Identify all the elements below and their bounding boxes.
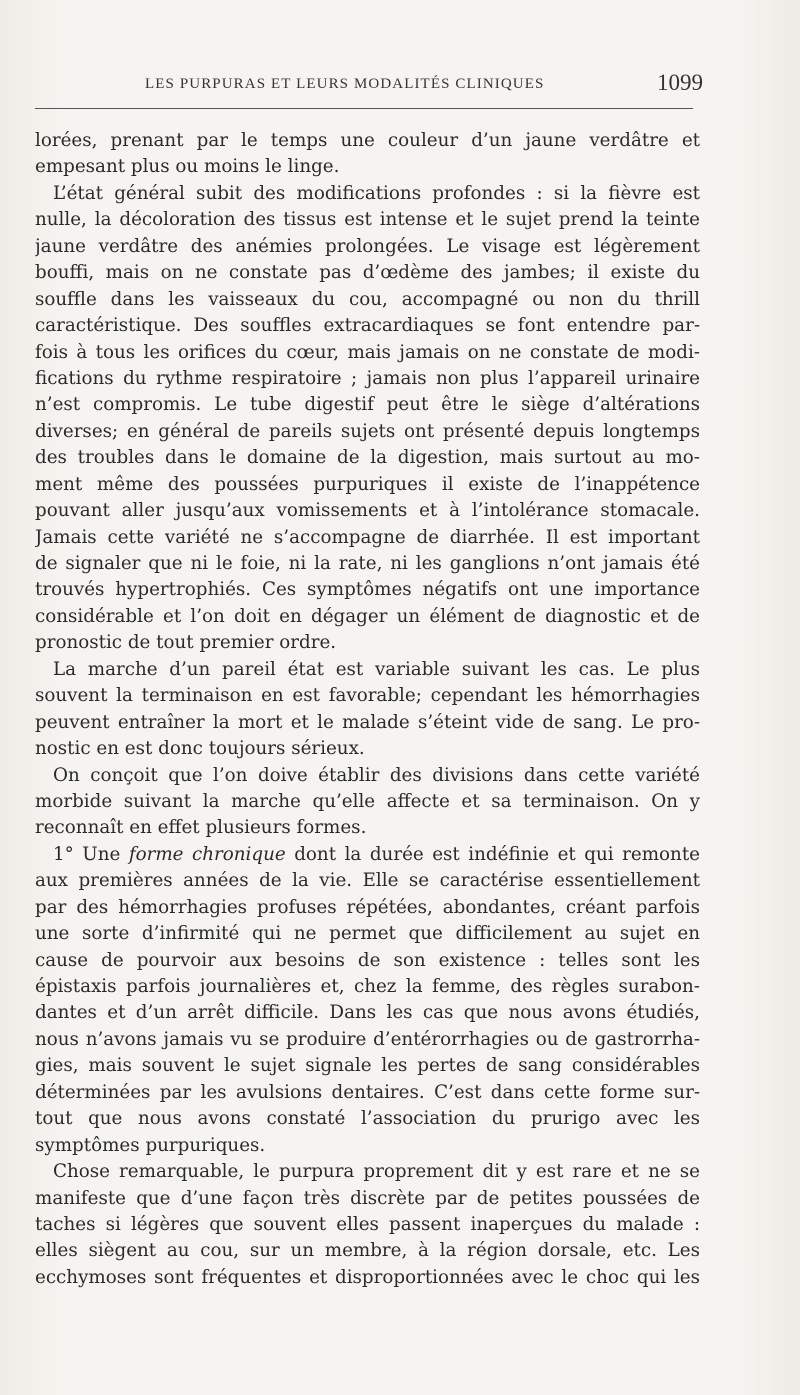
- text-line: jaune verdâtre des anémies prolongées. Le visage est légèrement: [35, 235, 700, 257]
- text-line: nostic en est donc toujours sérieux.: [35, 738, 365, 760]
- text-line: pouvant aller jusqu’aux vomissements et à l’intolérance stomacale.: [35, 500, 700, 522]
- page-header: [35, 70, 707, 98]
- text-line: nulle, la décoloration des tissus est intense et le sujet prend la teinte: [35, 209, 700, 231]
- text-line: empesant plus ou moins le linge.: [35, 156, 340, 178]
- text-line: une sorte d’infirmité qui ne permet que difficilement au sujet en: [35, 923, 700, 945]
- text-segment: 1° Une: [53, 843, 129, 865]
- text-line: considérable et l’on doit en dégager un élément de diagnostic et de: [35, 605, 700, 627]
- text-line: elles siègent au cou, sur un membre, à la région dorsale, etc. Les: [35, 1240, 700, 1262]
- text-line: ment même des poussées purpuriques il existe de l’inappétence: [35, 473, 700, 495]
- text-line: peuvent entraîner la mort et le malade s’éteint vide de sang. Le pro-: [35, 711, 700, 733]
- text-line: souffle dans les vaisseaux du cou, accompagné ou non du thrill: [35, 288, 700, 310]
- text-line: souvent la terminaison en est favorable; cependant les hémorrhagies: [35, 685, 700, 707]
- italic-term: forme chronique: [128, 843, 286, 865]
- text-line: de signaler que ni le foie, ni la rate, ni les ganglions n’ont jamais été: [35, 553, 700, 574]
- text-line-italic: [35, 842, 700, 868]
- text-line: aux premières années de la vie. Elle se caractérise essentiellement: [35, 870, 700, 892]
- text-line: On conçoit que l’on doive établir des divisions dans cette variété: [53, 764, 700, 786]
- text-line: diverses; en général de pareils sujets ont présenté depuis longtemps: [35, 420, 700, 442]
- text-line: bouffi, mais on ne constate pas d’œdème des jambes; il existe du: [35, 262, 700, 284]
- text-line: des troubles dans le domaine de la digestion, mais surtout au mo-: [35, 447, 700, 469]
- text-line: gies, mais souvent le sujet signale les pertes de sang considérables: [35, 1055, 700, 1077]
- text-line: La marche d’un pareil état est variable suivant les cas. Le plus: [53, 658, 700, 680]
- text-line: ecchymoses sont fréquentes et disproportionnées avec le choc qui les: [35, 1266, 700, 1288]
- text-line: taches si légères que souvent elles passent inaperçues du malade :: [35, 1213, 700, 1235]
- text-line: Jamais cette variété ne s’accompagne de diarrhée. Il est important: [35, 526, 700, 548]
- text-line: par des hémorrhagies profuses répétées, abondantes, créant parfois: [35, 896, 700, 918]
- text-line: fois à tous les orifices du cœur, mais jamais on ne constate de modi-: [35, 341, 700, 363]
- text-line: Chose remarquable, le purpura proprement dit y est rare et ne se: [53, 1161, 700, 1183]
- text-line: trouvés hypertrophiés. Ces symptômes négatifs ont une importance: [35, 579, 700, 601]
- running-title: LES PURPURAS ET LEURS MODALITÉS CLINIQUES: [145, 76, 545, 92]
- text-line: cause de pourvoir aux besoins de son existence : telles sont les: [35, 949, 700, 971]
- text-line: caractéristique. Des souffles extracardiaques se font entendre par-: [35, 315, 700, 337]
- text-line: L’état général subit des modifications profondes : si la fièvre est: [53, 182, 700, 204]
- page-number: 1099: [657, 70, 703, 95]
- text-line: pronostic de tout premier ordre.: [35, 632, 337, 654]
- text-line: nous n’avons jamais vu se produire d’entérorrhagies ou de gastrorrha-: [35, 1028, 700, 1050]
- text-segment: dont la durée est indéfinie et qui remonte: [285, 843, 700, 865]
- body-text: [35, 128, 700, 1291]
- text-line: épistaxis parfois journalières et, chez la femme, des règles surabon-: [35, 976, 700, 997]
- text-line: fications du rythme respiratoire ; jamais non plus l’appareil urinaire: [35, 367, 700, 389]
- text-line: déterminées par les avulsions dentaires. C’est dans cette forme sur-: [35, 1081, 700, 1103]
- text-line: n’est compromis. Le tube digestif peut être le siège d’altérations: [35, 394, 700, 416]
- text-line: tout que nous avons constaté l’association du prurigo avec les: [35, 1108, 700, 1130]
- text-line: dantes et d’un arrêt difficile. Dans les cas que nous avons étudiés,: [35, 1002, 700, 1024]
- text-line: symptômes purpuriques.: [35, 1134, 266, 1156]
- text-line: manifeste que d’une façon très discrète par de petites poussées de: [35, 1187, 700, 1209]
- header-rule: [35, 108, 693, 109]
- text-line: lorées, prenant par le temps une couleur d’un jaune verdâtre et: [35, 130, 700, 151]
- text-line: reconnaît en effet plusieurs formes.: [35, 817, 367, 839]
- text-line: morbide suivant la marche qu’elle affecte et sa terminaison. On y: [35, 790, 700, 812]
